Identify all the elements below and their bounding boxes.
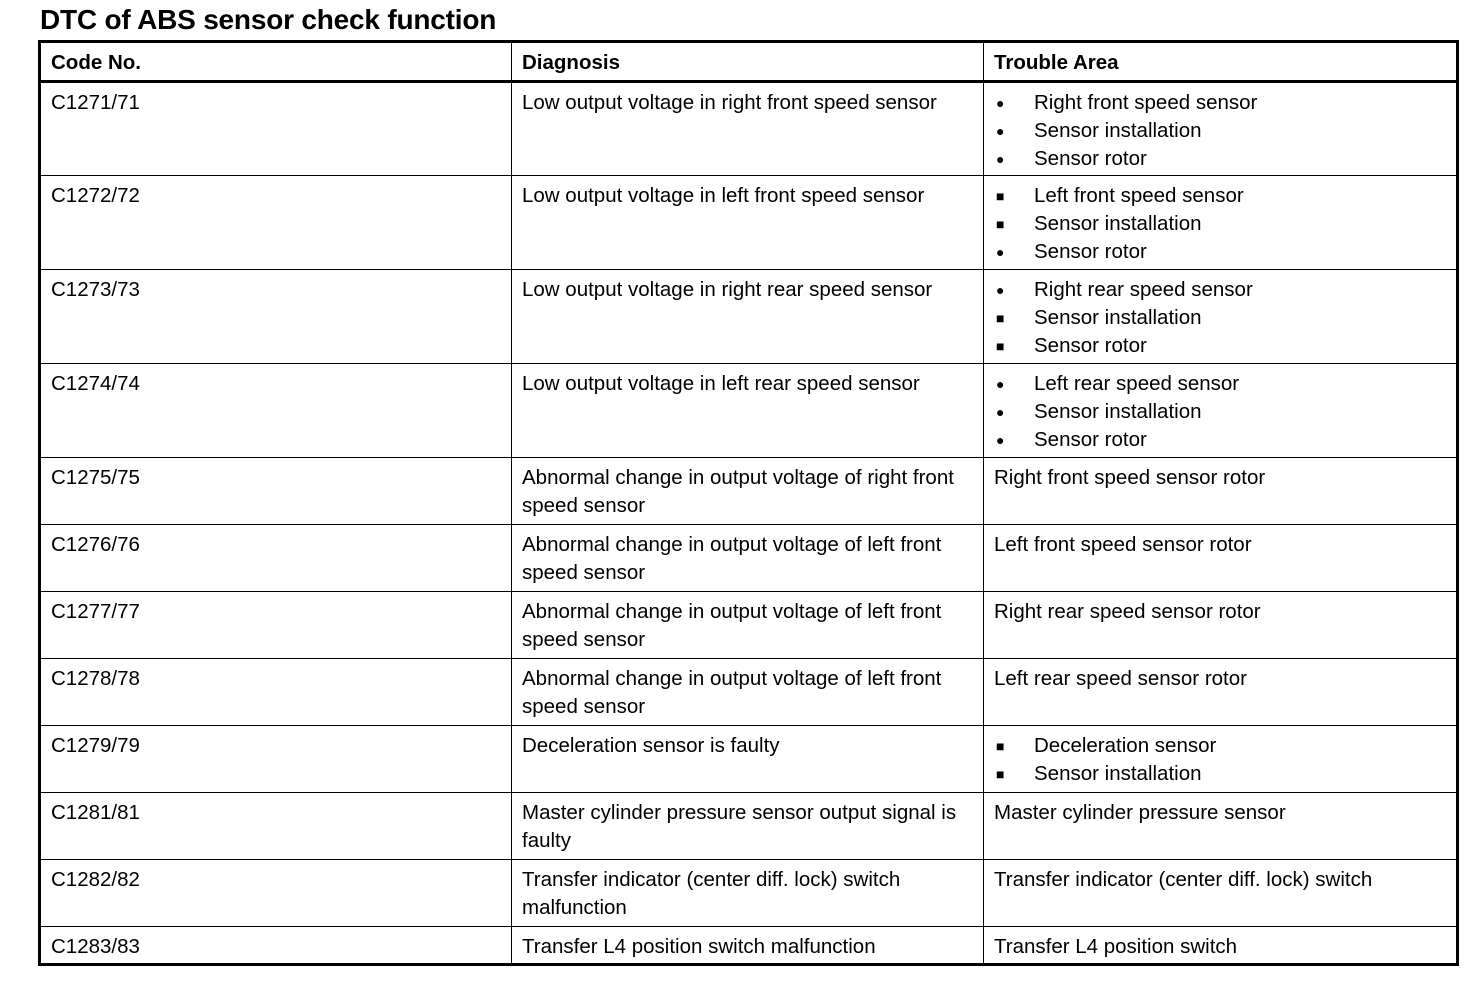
list-item-text: Deceleration sensor [1034,734,1217,757]
bullet-icon: ● [996,376,1005,392]
list-item-text: Sensor installation [1034,119,1202,142]
diagnosis-cell: Transfer indicator (center diff. lock) switch malfunction [512,860,984,927]
list-item-text: Left front speed sensor [1034,184,1244,207]
table-row [40,458,1458,525]
list-item [994,426,1446,454]
code-cell: C1281/81 [40,793,512,860]
table-row [40,592,1458,659]
bullet-icon: ■ [996,310,1005,326]
bullet-icon: ● [996,95,1005,111]
list-item [994,332,1446,360]
table-row [40,270,1458,364]
code-cell: C1272/72 [40,176,512,270]
trouble-area-cell [984,82,1458,176]
diagnosis-cell: Abnormal change in output voltage of left front speed sensor [512,525,984,592]
code-cell: C1277/77 [40,592,512,659]
list-item [994,145,1446,173]
trouble-area-list [994,276,1446,360]
bullet-icon: ● [996,244,1005,260]
trouble-area-cell [984,176,1458,270]
list-item [994,182,1446,210]
code-cell: C1278/78 [40,659,512,726]
diagnosis-cell: Low output voltage in right rear speed sensor [512,270,984,364]
bullet-icon: ■ [996,338,1005,354]
list-item [994,210,1446,238]
list-item-text: Sensor installation [1034,212,1202,235]
code-cell: C1275/75 [40,458,512,525]
table-header-row [40,42,1458,82]
column-header-diagnosis: Diagnosis [512,42,984,82]
bullet-icon: ● [996,432,1005,448]
diagnosis-cell: Abnormal change in output voltage of left front speed sensor [512,659,984,726]
table-row [40,793,1458,860]
trouble-area-list [994,89,1446,173]
list-item [994,117,1446,145]
table-row [40,364,1458,458]
code-cell: C1282/82 [40,860,512,927]
trouble-area-list [994,182,1446,266]
column-header-code: Code No. [40,42,512,82]
page-title: DTC of ABS sensor check function [40,4,497,35]
trouble-area-cell: Right rear speed sensor rotor [984,592,1458,659]
list-item [994,760,1446,788]
trouble-area-cell [984,726,1458,793]
bullet-icon: ■ [996,188,1005,204]
code-cell: C1283/83 [40,927,512,965]
list-item [994,276,1446,304]
list-item-text: Right rear speed sensor [1034,278,1253,301]
bullet-icon: ● [996,123,1005,139]
list-item-text: Sensor installation [1034,762,1202,785]
dtc-table [38,40,1459,966]
list-item [994,370,1446,398]
bullet-icon: ● [996,282,1005,298]
code-cell: C1276/76 [40,525,512,592]
table-row [40,927,1458,965]
bullet-icon: ■ [996,738,1005,754]
diagnosis-cell: Abnormal change in output voltage of left front speed sensor [512,592,984,659]
trouble-area-cell [984,270,1458,364]
diagnosis-cell: Deceleration sensor is faulty [512,726,984,793]
code-cell: C1274/74 [40,364,512,458]
diagnosis-cell: Low output voltage in left rear speed sensor [512,364,984,458]
bullet-icon: ■ [996,216,1005,232]
code-cell: C1279/79 [40,726,512,793]
list-item-text: Sensor rotor [1034,334,1147,357]
diagnosis-cell: Low output voltage in left front speed sensor [512,176,984,270]
list-item-text: Sensor rotor [1034,428,1147,451]
trouble-area-cell: Left front speed sensor rotor [984,525,1458,592]
diagnosis-cell: Low output voltage in right front speed sensor [512,82,984,176]
list-item-text: Sensor installation [1034,400,1202,423]
list-item [994,238,1446,266]
trouble-area-cell: Right front speed sensor rotor [984,458,1458,525]
list-item-text: Sensor installation [1034,306,1202,329]
list-item [994,304,1446,332]
code-cell: C1273/73 [40,270,512,364]
bullet-icon: ● [996,404,1005,420]
trouble-area-cell: Master cylinder pressure sensor [984,793,1458,860]
list-item [994,89,1446,117]
list-item-text: Left rear speed sensor [1034,372,1240,395]
bullet-icon: ■ [996,766,1005,782]
list-item-text: Sensor rotor [1034,240,1147,263]
trouble-area-cell: Transfer L4 position switch [984,927,1458,965]
trouble-area-cell: Transfer indicator (center diff. lock) switch [984,860,1458,927]
table-row [40,726,1458,793]
bullet-icon: ● [996,151,1005,167]
column-header-trouble-area: Trouble Area [984,42,1458,82]
table-row [40,82,1458,176]
diagnosis-cell: Master cylinder pressure sensor output signal is faulty [512,793,984,860]
list-item [994,732,1446,760]
trouble-area-cell: Left rear speed sensor rotor [984,659,1458,726]
table-row [40,525,1458,592]
list-item-text: Right front speed sensor [1034,91,1258,114]
diagnosis-cell: Abnormal change in output voltage of right front speed sensor [512,458,984,525]
code-cell: C1271/71 [40,82,512,176]
trouble-area-cell [984,364,1458,458]
table-row [40,659,1458,726]
trouble-area-list [994,370,1446,454]
diagnosis-cell: Transfer L4 position switch malfunction [512,927,984,965]
table-row [40,176,1458,270]
list-item [994,398,1446,426]
table-row [40,860,1458,927]
trouble-area-list [994,732,1446,788]
list-item-text: Sensor rotor [1034,147,1147,170]
